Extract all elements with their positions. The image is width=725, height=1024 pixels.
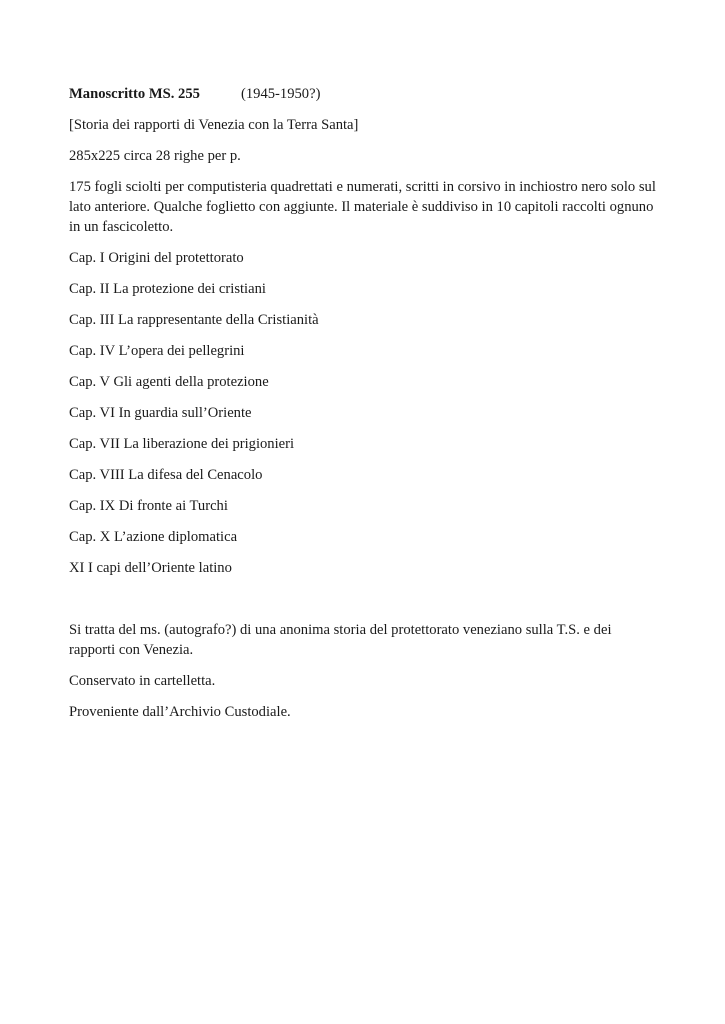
manuscript-description: 175 fogli sciolti per computisteria quadrettati e numerati, scritti in corsivo in inchiostro nero solo sul lato anteriore. Qualche foglietto con aggiunte. Il materiale è suddiviso in 10 capitoli raccolti ognuno in un fascicoletto.	[69, 179, 656, 235]
chapter-item: XI I capi dell’Oriente latino	[69, 560, 232, 576]
manuscript-subject: [Storia dei rapporti di Venezia con la Terra Santa]	[69, 117, 359, 133]
chapter-item: Cap. VII La liberazione dei prigionieri	[69, 436, 295, 452]
manuscript-title: Manoscritto MS. 255	[69, 86, 200, 102]
chapter-list	[69, 248, 659, 578]
chapter-item: Cap. X L’azione diplomatica	[69, 529, 238, 545]
chapter-item: Cap. I Origini del protettorato	[69, 250, 244, 266]
manuscript-date: (1945-1950?)	[241, 86, 321, 102]
provenance-note: Proveniente dall’Archivio Custodiale.	[69, 704, 291, 720]
chapter-item: Cap. IX Di fronte ai Turchi	[69, 498, 228, 514]
document-page	[69, 84, 659, 733]
chapter-item: Cap. III La rappresentante della Cristianità	[69, 312, 319, 328]
chapter-item: Cap. IV L’opera dei pellegrini	[69, 343, 245, 359]
manuscript-format: 285x225 circa 28 righe per p.	[69, 148, 241, 164]
conservation-note: Conservato in cartelletta.	[69, 673, 216, 689]
chapter-item: Cap. V Gli agenti della protezione	[69, 374, 269, 390]
manuscript-note: Si tratta del ms. (autografo?) di una anonima storia del protettorato veneziano sulla T.S. e dei rapporti con Venezia.	[69, 622, 612, 658]
chapter-item: Cap. II La protezione dei cristiani	[69, 281, 266, 297]
spacer	[69, 589, 659, 620]
chapter-item: Cap. VIII La difesa del Cenacolo	[69, 467, 263, 483]
title-row	[69, 84, 659, 104]
chapter-item: Cap. VI In guardia sull’Oriente	[69, 405, 252, 421]
